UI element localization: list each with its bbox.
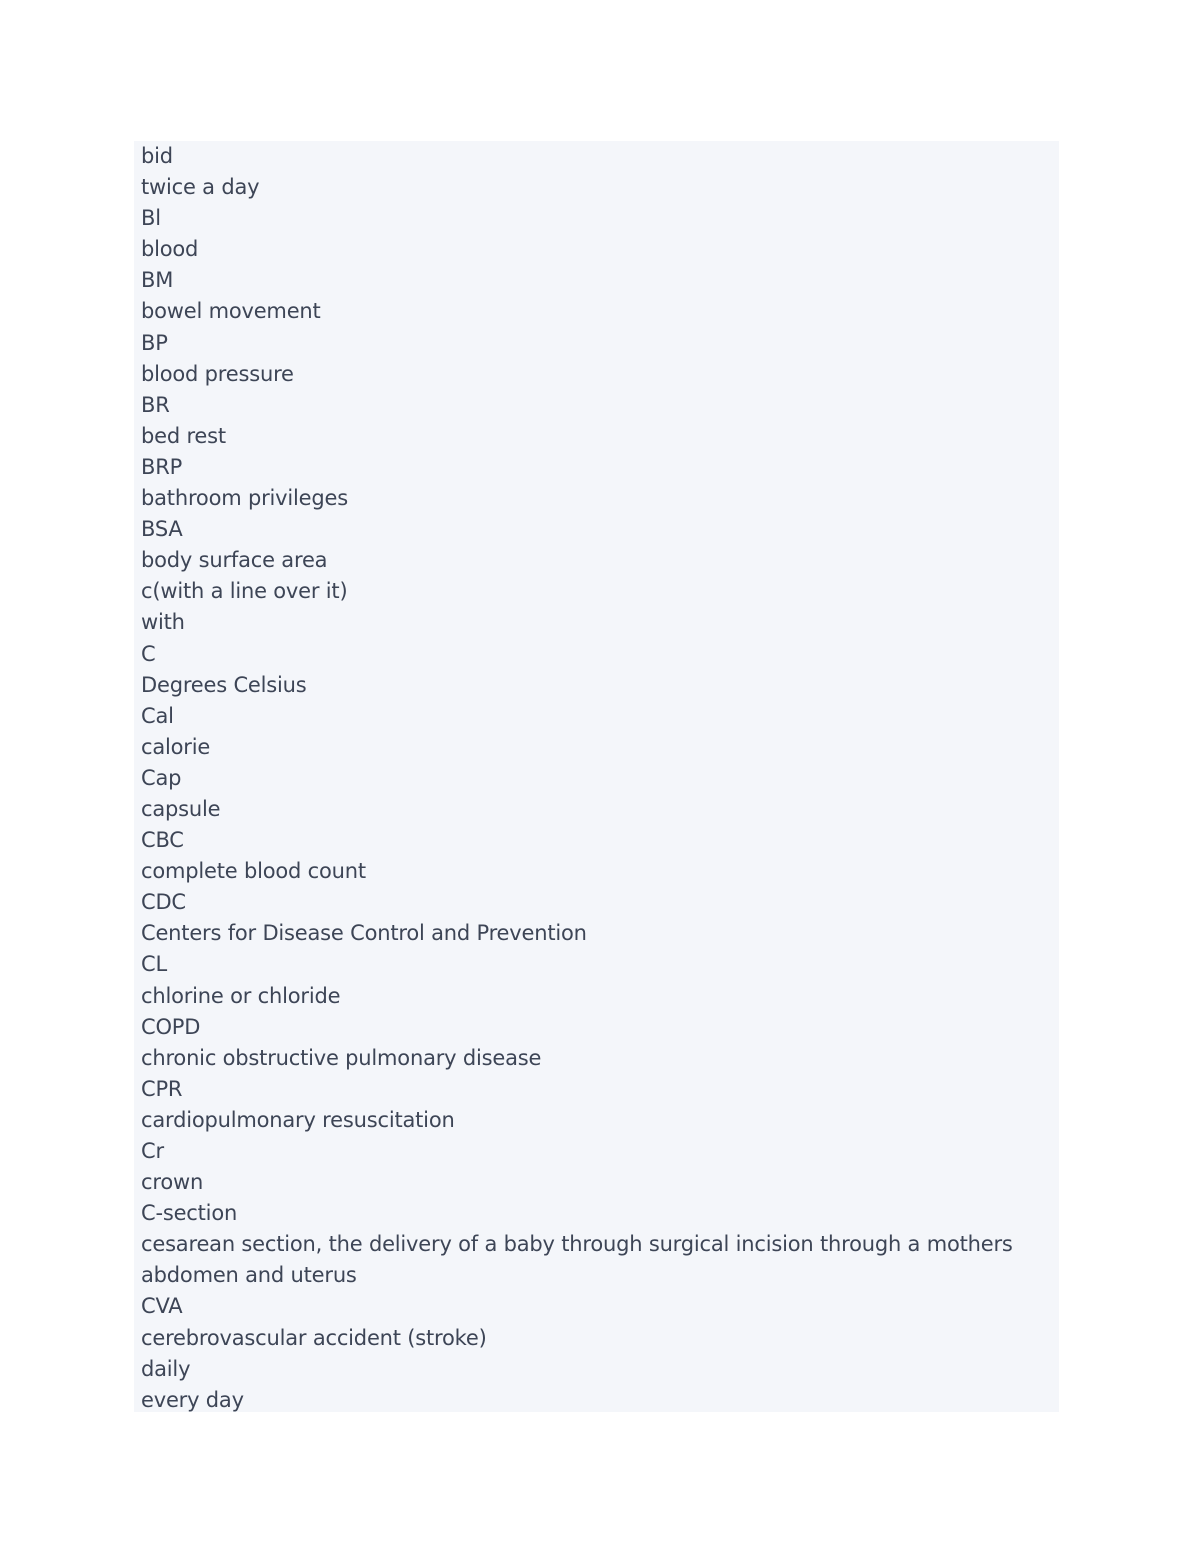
definition: with	[141, 610, 185, 635]
definition: cerebrovascular accident (stroke)	[141, 1325, 487, 1350]
term: CVA	[141, 1294, 183, 1319]
definition: chlorine or chloride	[141, 983, 341, 1008]
term: C-section	[141, 1201, 238, 1226]
term: Cr	[141, 1139, 164, 1163]
definition: cardiopulmonary resuscitation	[141, 1107, 455, 1132]
term-definition-list	[141, 141, 1051, 1416]
term: BR	[141, 392, 170, 417]
term: CDC	[141, 890, 186, 915]
term: bid	[141, 144, 173, 168]
definition-line-2: abdomen and uterus	[141, 1263, 357, 1288]
definition: bathroom privileges	[141, 486, 348, 511]
definition: capsule	[141, 796, 221, 821]
flashcard-text-block	[134, 141, 1059, 1412]
definition: twice a day	[141, 175, 260, 200]
definition: bowel movement	[141, 299, 321, 324]
definition: Degrees Celsius	[141, 672, 307, 697]
term: BP	[141, 330, 168, 355]
term: CPR	[141, 1076, 183, 1101]
term: c(with a line over it)	[141, 579, 348, 604]
term: daily	[141, 1356, 191, 1381]
definition: chronic obstructive pulmonary disease	[141, 1045, 542, 1070]
term: CL	[141, 952, 167, 977]
definition: every day	[141, 1387, 244, 1412]
definition: calorie	[141, 734, 211, 759]
definition: complete blood count	[141, 859, 366, 884]
definition: bed rest	[141, 423, 226, 448]
definition: blood	[141, 237, 199, 262]
term: CBC	[141, 828, 184, 853]
definition-line-1: cesarean section, the delivery of a baby through surgical incision through a mothers	[141, 1232, 1013, 1257]
term: BM	[141, 268, 174, 293]
term: C	[141, 641, 156, 666]
term: COPD	[141, 1014, 201, 1039]
term: Cap	[141, 765, 182, 790]
definition: body surface area	[141, 548, 328, 573]
term: BSA	[141, 517, 183, 542]
definition: blood pressure	[141, 361, 294, 386]
term: BRP	[141, 454, 183, 479]
definition: crown	[141, 1170, 204, 1195]
term: Cal	[141, 703, 174, 728]
term: Bl	[141, 206, 161, 231]
definition: Centers for Disease Control and Prevention	[141, 921, 587, 946]
